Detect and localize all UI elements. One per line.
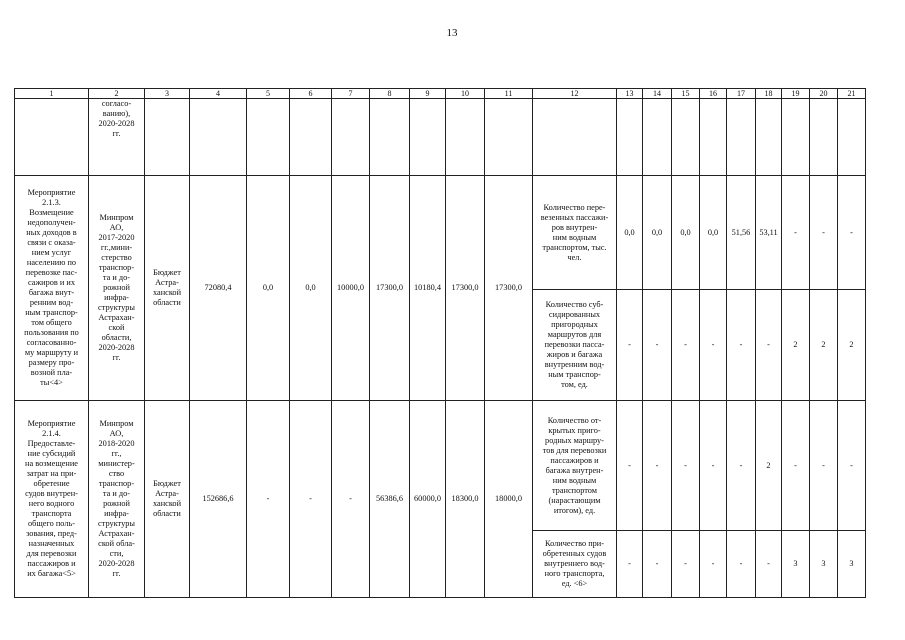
indicator-value: 0,0 <box>617 176 643 290</box>
indicator-name-cell <box>533 531 617 598</box>
executor-cell <box>89 401 145 598</box>
column-number: 11 <box>485 89 533 99</box>
indicator-value: - <box>782 176 810 290</box>
indicator-value: - <box>617 531 643 598</box>
funding-year-value: 60000,0 <box>410 401 446 598</box>
measure-name-line: затрат на при- <box>26 469 77 478</box>
executor-line: стерство <box>101 253 132 262</box>
column-number: 5 <box>247 89 290 99</box>
measure-name-line: возной пла- <box>30 368 73 377</box>
indicator-name-line: внутренним вод- <box>544 360 605 369</box>
column-number: 18 <box>756 89 782 99</box>
column-number: 10 <box>446 89 485 99</box>
indicator-name-line: ным транспор- <box>548 370 601 379</box>
measure-name-line: ным транспор- <box>25 308 78 317</box>
indicator-value: - <box>700 401 727 531</box>
measure-name-line: на возмещение <box>25 459 78 468</box>
measures-table <box>14 88 866 598</box>
indicator-name-line: везенных пассажи- <box>540 212 609 222</box>
measure-name-line: ренним вод- <box>29 298 74 307</box>
executor-line: та и до- <box>102 489 131 498</box>
funding-year-value: 17300,0 <box>485 176 533 401</box>
column-number: 9 <box>410 89 446 99</box>
measure-name-line: зования, пред- <box>26 529 77 538</box>
executor-line: 2020-2028 <box>98 343 135 352</box>
indicator-value: 3 <box>782 531 810 598</box>
indicator-name-line: крытых приго- <box>548 425 601 435</box>
funding-source-line: ханской <box>152 499 182 508</box>
measure-name-line: их багажа<5> <box>27 569 76 578</box>
indicator-value: - <box>700 290 727 401</box>
measure-name-line: ты<4> <box>40 378 63 387</box>
indicator-name-line: маршрутов для <box>547 330 602 339</box>
continuation-line: ванию), <box>102 109 131 118</box>
measure-row <box>15 401 866 531</box>
measure-name-line: нием услуг <box>31 248 72 257</box>
funding-year-value: - <box>290 401 332 598</box>
column-number: 6 <box>290 89 332 99</box>
measure-name-line: недополучен- <box>27 218 76 227</box>
executor-line: транспор- <box>98 263 135 272</box>
executor-line: та и до- <box>102 273 131 282</box>
indicator-name-line: транспортом <box>551 485 598 495</box>
funding-year-value: 56386,6 <box>370 401 410 598</box>
measure-name-line: Предоставле- <box>27 439 76 448</box>
executor-line: рожной <box>103 499 130 508</box>
funding-source-line: области <box>153 509 181 518</box>
measure-name-line: населению по <box>26 258 77 267</box>
measure-name-line: общего поль- <box>27 519 76 528</box>
continuation-line: гг. <box>112 129 121 138</box>
measure-name-line: ных доходов в <box>26 228 77 237</box>
indicator-value: - <box>838 176 866 290</box>
executor-cell <box>89 176 145 401</box>
indicator-value: - <box>617 290 643 401</box>
executor-line: ство <box>108 469 125 478</box>
executor-line: Астрахан- <box>98 313 135 322</box>
measure-name-line: пользования по <box>24 328 79 337</box>
indicator-value: - <box>782 401 810 531</box>
executor-line: гг. <box>112 569 121 578</box>
indicator-value: - <box>672 401 700 531</box>
indicator-value: - <box>756 531 782 598</box>
column-number: 2 <box>89 89 145 99</box>
indicator-value: - <box>810 176 838 290</box>
measure-name-line: размеру про- <box>28 358 75 367</box>
indicator-value: - <box>727 290 756 401</box>
column-number: 16 <box>700 89 727 99</box>
indicator-value: - <box>617 401 643 531</box>
funding-source-line: Астра- <box>155 278 179 287</box>
funding-source-line: Астра- <box>155 489 179 498</box>
indicator-name-line: тов для перевозки <box>542 445 607 455</box>
executor-line: ской обла- <box>98 539 135 548</box>
indicator-name-line: обретенных судов <box>542 549 607 558</box>
indicator-name-line: Количество пере- <box>543 202 606 212</box>
continuation-line: 2020-2028 <box>98 119 135 128</box>
executor-line: 2017-2020 <box>98 233 135 242</box>
column-number: 15 <box>672 89 700 99</box>
executor-line: министер- <box>98 459 135 468</box>
measure-name-line: назначенных <box>28 539 75 548</box>
executor-line: транспор- <box>98 479 135 488</box>
executor-line: Минпром <box>99 213 134 222</box>
executor-line: рожной <box>103 283 130 292</box>
executor-line: Минпром <box>99 419 134 428</box>
measure-name-line: сажиров и их <box>27 278 76 287</box>
measure-name-line: транспорта <box>31 509 72 518</box>
funding-year-value: 10180,4 <box>410 176 446 401</box>
funding-year-value: - <box>247 401 290 598</box>
measure-name-line: Мероприятие <box>27 419 76 428</box>
continuation-line: согласо- <box>101 99 132 108</box>
column-number: 13 <box>617 89 643 99</box>
executor-line: АО, <box>109 429 124 438</box>
executor-line: АО, <box>109 223 124 232</box>
measure-name-cell <box>15 401 89 598</box>
funding-year-value: 17300,0 <box>446 176 485 401</box>
indicator-value: 2 <box>756 401 782 531</box>
indicator-name-line: багажа внутрен- <box>545 465 604 475</box>
measure-name-line: 2.1.3. <box>42 198 61 207</box>
indicator-name-line: родных маршру- <box>545 435 604 445</box>
measure-name-line: том общего <box>31 318 72 327</box>
column-number: 12 <box>533 89 617 99</box>
indicator-value: 3 <box>838 531 866 598</box>
indicator-value: - <box>672 531 700 598</box>
funding-year-value: 17300,0 <box>370 176 410 401</box>
indicator-value: - <box>756 290 782 401</box>
indicator-value: - <box>643 531 672 598</box>
column-number: 8 <box>370 89 410 99</box>
executor-line: гг., <box>111 449 122 458</box>
indicator-name-line: ним водным <box>552 475 597 485</box>
column-number: 3 <box>145 89 190 99</box>
indicator-name-cell <box>533 401 617 531</box>
column-number: 19 <box>782 89 810 99</box>
indicator-name-line: перевозки пасса- <box>544 340 605 349</box>
indicator-value: 0,0 <box>672 176 700 290</box>
indicator-value: - <box>643 401 672 531</box>
funding-source-line: области <box>153 298 181 307</box>
measure-name-line: му маршруту и <box>24 348 79 357</box>
measure-name-line: Возмещение <box>29 208 74 217</box>
executor-line: ской <box>108 323 125 332</box>
measure-name-line: согласованно- <box>26 338 77 347</box>
funding-year-value: - <box>332 401 370 598</box>
executor-line: инфра- <box>104 293 129 302</box>
column-number-row <box>15 89 866 99</box>
column-number: 17 <box>727 89 756 99</box>
funding-source-line: Бюджет <box>153 268 181 277</box>
funding-source-line: ханской <box>152 288 182 297</box>
executor-line: инфра- <box>104 509 129 518</box>
continuation-executor-cell <box>89 99 145 176</box>
measure-name-cell <box>15 176 89 401</box>
indicator-name-line: чел. <box>567 252 582 262</box>
column-number: 21 <box>838 89 866 99</box>
measure-name-line: судов внутрен- <box>25 489 78 498</box>
column-number: 14 <box>643 89 672 99</box>
indicator-value: 3 <box>810 531 838 598</box>
measure-name-line: 2.1.4. <box>42 429 61 438</box>
indicator-value: - <box>727 401 756 531</box>
funding-source-cell <box>145 176 190 401</box>
indicator-name-line: жиров и багажа <box>546 350 603 359</box>
measure-name-line: связи с оказа- <box>27 238 76 247</box>
executor-line: структуры <box>98 519 135 528</box>
indicator-name-line: Количество от- <box>547 415 602 425</box>
column-number: 7 <box>332 89 370 99</box>
page-number: 13 <box>446 27 458 39</box>
column-number: 4 <box>190 89 247 99</box>
indicator-name-line: пассажиров и <box>550 455 599 465</box>
column-number: 20 <box>810 89 838 99</box>
indicator-name-line: ров внутрен- <box>551 222 598 232</box>
funding-year-value: 18300,0 <box>446 401 485 598</box>
indicator-name-line: Количество суб- <box>545 300 604 309</box>
executor-line: 2018-2020 <box>98 439 135 448</box>
executor-line: 2020-2028 <box>98 559 135 568</box>
indicator-name-line: том, ед. <box>561 380 588 389</box>
indicator-value: 2 <box>838 290 866 401</box>
executor-line: структуры <box>98 303 135 312</box>
indicator-name-line: ним водным <box>552 232 597 242</box>
funding-total: 72080,4 <box>190 176 247 401</box>
measure-name-line: перевозке пас- <box>25 268 78 277</box>
executor-line: сти, <box>109 549 124 558</box>
indicator-name-line: транспортом, тыс. <box>542 242 607 252</box>
indicator-name-line: Количество при- <box>545 539 604 548</box>
funding-year-value: 0,0 <box>290 176 332 401</box>
indicator-name-line: (нарастающим <box>548 495 601 505</box>
executor-line: гг. <box>112 353 121 362</box>
indicator-value: - <box>643 290 672 401</box>
funding-year-value: 0,0 <box>247 176 290 401</box>
indicator-name-line: ед. <6> <box>561 579 588 588</box>
indicator-value: - <box>672 290 700 401</box>
measure-name-line: обретение <box>33 479 70 488</box>
executor-line: области, <box>101 333 132 342</box>
indicator-value: - <box>838 401 866 531</box>
indicator-value: 0,0 <box>643 176 672 290</box>
measure-row <box>15 176 866 290</box>
indicator-value: 51,56 <box>727 176 756 290</box>
indicator-name-line: внутреннего вод- <box>544 559 605 568</box>
executor-line: гг.,мини- <box>100 243 133 252</box>
measure-name-line: багажа внут- <box>28 288 75 297</box>
funding-source-cell <box>145 401 190 598</box>
indicator-name-cell <box>533 176 617 290</box>
indicator-value: - <box>810 401 838 531</box>
indicator-value: - <box>727 531 756 598</box>
indicator-name-line: сидированных <box>548 310 601 319</box>
continuation-row <box>15 99 866 176</box>
measure-name-line: Мероприятие <box>27 188 76 197</box>
measure-name-line: ние субсидий <box>27 449 76 458</box>
indicator-value: - <box>700 531 727 598</box>
funding-source-line: Бюджет <box>153 479 181 488</box>
indicator-name-line: ного транспорта, <box>544 569 605 578</box>
indicator-value: 2 <box>782 290 810 401</box>
indicator-value: 0,0 <box>700 176 727 290</box>
funding-year-value: 10000,0 <box>332 176 370 401</box>
column-number: 1 <box>15 89 89 99</box>
indicator-value: 53,11 <box>756 176 782 290</box>
indicator-name-cell <box>533 290 617 401</box>
funding-total: 152686,6 <box>190 401 247 598</box>
indicator-name-line: итогом), ед. <box>553 505 596 515</box>
measure-name-line: пассажиров и <box>27 559 76 568</box>
indicator-value: 2 <box>810 290 838 401</box>
indicator-name-line: пригородных <box>551 320 598 329</box>
funding-year-value: 18000,0 <box>485 401 533 598</box>
measure-name-line: него водного <box>28 499 75 508</box>
measure-name-line: для перевозки <box>26 549 77 558</box>
executor-line: Астрахан- <box>98 529 135 538</box>
